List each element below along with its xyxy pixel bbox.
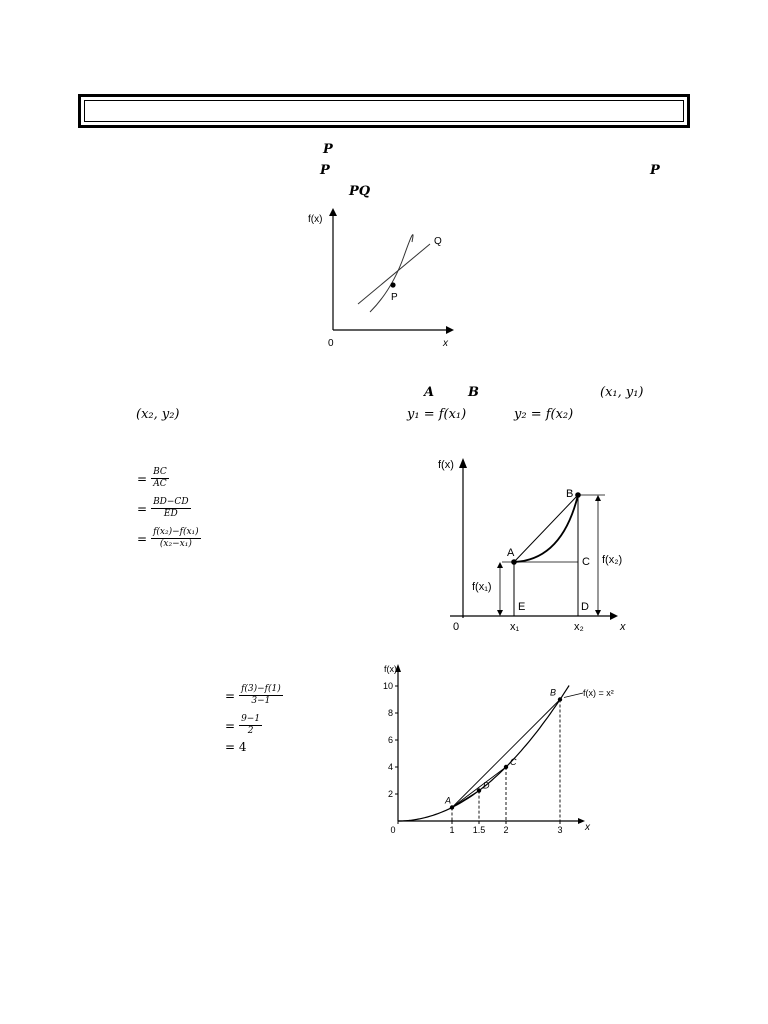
- fig3-chord-ad: [452, 791, 479, 808]
- fig2-arrow-fx2-bottom: [595, 610, 601, 616]
- example-step-1-den: 3−1: [251, 696, 271, 706]
- eq-y1: y₁ = f(x₁): [407, 407, 467, 422]
- gradient-step-2-frac: [151, 497, 190, 520]
- coord-x2-y2: (x₂, y₂): [136, 407, 180, 422]
- header-box: [78, 94, 690, 128]
- fig2-label-c: C: [582, 556, 590, 568]
- gradient-step-1: [137, 467, 169, 490]
- example-step-1-frac: [239, 684, 283, 707]
- intro-point-p2: P: [320, 163, 330, 178]
- gradient-step-1-eq: =: [137, 471, 148, 486]
- fig3-ytick-label-4: 4: [387, 762, 393, 772]
- example-step-3: [225, 740, 247, 754]
- point-b-label: B: [468, 385, 479, 400]
- fig3-point-label-c: C: [510, 757, 517, 767]
- example-step-2-eq: =: [225, 718, 236, 733]
- fig3-point-c: [504, 765, 508, 769]
- coord-x1-y1: (x₁, y₁): [600, 385, 644, 400]
- gradient-step-2-den: ED: [163, 509, 178, 519]
- gradient-step-2: [137, 497, 191, 520]
- fig1-label-q: Q: [434, 236, 442, 247]
- fig2-arrow-fx1-bottom: [497, 610, 503, 616]
- fig3-x-arrow: [578, 818, 585, 824]
- header-box-inner: [84, 100, 684, 122]
- fig3-xtick-label-1.5: 1.5: [472, 825, 486, 835]
- example-step-3-eq: = 4: [225, 740, 247, 754]
- fig3-ytick-label-6: 6: [387, 735, 393, 745]
- fig2-point-b-dot: [575, 492, 581, 498]
- fig3-point-b: [558, 697, 562, 701]
- fig2-label-b: B: [566, 488, 574, 500]
- fig1-y-arrow: [329, 208, 337, 216]
- fig2-label-fx2: f(x₂): [602, 554, 623, 566]
- gradient-step-3-num: f(x₂)−f(x₁): [153, 527, 199, 537]
- fig2-label-d: D: [581, 601, 589, 613]
- gradient-step-1-den: AC: [153, 479, 167, 489]
- fig1-point-p-dot: [390, 282, 395, 287]
- fig3-ytick-label-8: 8: [387, 708, 393, 718]
- fig2-xlabel: x: [620, 621, 626, 633]
- example-step-1-eq: =: [225, 688, 236, 703]
- example-step-2-frac: [239, 714, 262, 737]
- point-a-label: A: [424, 385, 435, 400]
- fig3-point-d: [477, 788, 481, 792]
- fig3-point-label-b: B: [550, 687, 557, 698]
- fig2-y-arrow: [459, 458, 467, 468]
- gradient-step-3-eq: =: [137, 531, 148, 546]
- fig3-ytick-label-10: 10: [382, 681, 393, 691]
- parabola-chart: [380, 660, 614, 835]
- fig3-xtick-label-0: 0: [390, 825, 396, 835]
- fig1-ylabel: f(x): [308, 214, 323, 225]
- fig3-ytick-label-2: 2: [387, 789, 393, 799]
- fig2-label-fx1: f(x₁): [472, 581, 492, 593]
- fig3-xtick-label-2: 2: [503, 825, 509, 835]
- fig3-curve-label-leader: [564, 693, 583, 698]
- example-step-2: [225, 714, 262, 737]
- example-step-1: [225, 684, 283, 707]
- fig1-x-arrow: [446, 326, 454, 334]
- fig1-label-p: P: [391, 292, 398, 303]
- fig2-origin: 0: [453, 621, 460, 633]
- fig2-ylabel: f(x): [438, 459, 454, 471]
- tangent-figure: [300, 200, 470, 350]
- fig1-origin: 0: [328, 338, 334, 349]
- fig3-curve-label: f(x) = x²: [583, 688, 614, 698]
- secant-figure: [430, 450, 630, 640]
- fig3-point-label-a: A: [445, 795, 452, 806]
- gradient-step-3: [137, 527, 201, 550]
- fig1-xlabel: x: [443, 338, 448, 349]
- fig2-label-e: E: [518, 601, 526, 613]
- fig3-ylabel: f(x): [384, 664, 397, 674]
- intro-line-pq: PQ: [349, 184, 371, 199]
- fig2-arrow-fx2-top: [595, 495, 601, 501]
- fig2-arrow-fx1-top: [497, 562, 503, 568]
- fig3-xtick-label-3: 3: [557, 825, 563, 835]
- fig3-point-label-d: D: [483, 780, 490, 791]
- eq-y2: y₂ = f(x₂): [514, 407, 574, 422]
- fig3-xtick-label-1: 1: [449, 825, 455, 835]
- example-step-1-num: f(3)−f(1): [241, 684, 281, 694]
- fig3-curve: [398, 686, 569, 822]
- gradient-step-3-frac: [151, 527, 201, 550]
- example-step-2-den: 2: [247, 726, 254, 736]
- intro-point-p3: P: [650, 163, 660, 178]
- gradient-step-1-frac: [151, 467, 169, 490]
- intro-point-p1: P: [323, 142, 333, 157]
- fig2-point-a-dot: [511, 559, 517, 565]
- gradient-step-2-eq: =: [137, 501, 148, 516]
- fig2-label-a: A: [507, 547, 515, 559]
- fig3-point-a: [450, 805, 454, 809]
- fig2-label-x2: x₂: [574, 621, 584, 633]
- fig2-label-x1: x₁: [510, 621, 520, 633]
- gradient-step-3-den: (x₂−x₁): [159, 539, 192, 549]
- gradient-step-1-num: BC: [153, 467, 167, 477]
- fig2-x-arrow: [610, 612, 618, 620]
- fig3-xlabel: x: [585, 822, 590, 833]
- fig3-chord-ab: [452, 700, 560, 808]
- gradient-step-2-num: BD−CD: [153, 497, 189, 507]
- example-step-2-num: 9−1: [241, 714, 261, 724]
